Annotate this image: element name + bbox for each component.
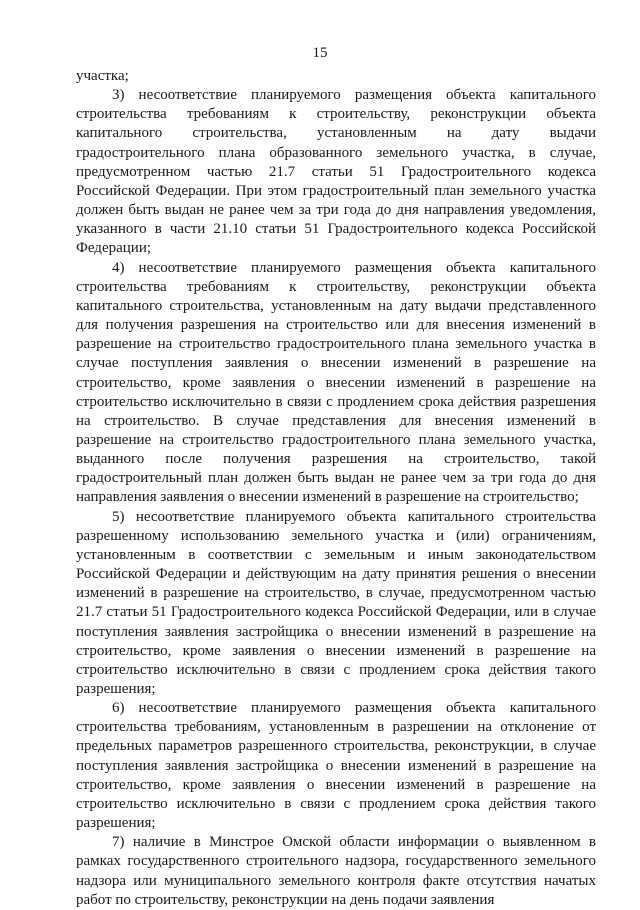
list-item-4: 4) несоответствие планируемого размещения объекта капитального строительства требованиям к строительству, реконструкции объекта капитального строительства, установленным на дату выдачи представленного для получения разрешения на строительство или для внесения изменений в разрешение на строительство градостроительного плана земельного участка в случае поступления заявления о внесении изменений в разрешение на строительство, кроме заявления о внесении изменений в разрешение на строительство исключительно в связи с продлением срока действия разрешения на строительство. В случае представления для внесения изменений в разрешение на строительство градостроительного плана земельного участка, выданного после получения разрешения на строительство, такой градостроительный план должен быть выдан не ранее чем за три года до дня направления заявления о внесении изменений в разрешение на строительство; [76, 259, 596, 506]
list-item-5: 5) несоответствие планируемого объекта капитального строительства разрешенному использованию земельного участка и (или) ограничениям, установленным в соответствии с земельным и иным законодательством Российской Федерации и действующим на дату принятия решения о внесении изменений в разрешение на строительство, в случае, предусмотренном частью 21.7 статьи 51 Градостроительного кодекса Российской Федерации, или в случае поступления заявления застройщика о внесении изменений в разрешение на строительство, кроме заявления о внесении изменений в разрешение на строительство исключительно в связи с продлением срока действия такого разрешения; [76, 508, 596, 697]
page-number: 15 [312, 45, 328, 61]
list-item-3: 3) несоответствие планируемого размещения объекта капитального строительства требованиям к строительству, реконструкции объекта капитального строительства, установленным на дату выдачи градостроительного плана образованного земельного участка, в случае, предусмотренном частью 21.7 статьи 51 Градостроительного кодекса Российской Федерации. При этом градостроительный план земельного участка должен быть выдан не ранее чем за три года до дня направления уведомления, указанного в части 21.10 статьи 51 Градостроительного кодекса Российской Федерации; [76, 87, 596, 257]
list-item-6: 6) несоответствие планируемого размещения объекта капитального строительства требованиям, установленным в разрешении на отклонение от предельных параметров разрешенного строительства, реконструкции, в случае поступления заявления застройщика о внесении изменений в разрешение на строительство, кроме заявления о внесении изменений в разрешение на строительство исключительно в связи с продлением срока действия такого разрешения; [76, 700, 596, 832]
document-body [76, 67, 596, 910]
paragraph-continuation: участка; [76, 68, 129, 84]
list-item-7: 7) наличие в Минстрое Омской области информации о выявленном в рамках государственного строительного надзора, государственного земельного надзора или муниципального земельного контроля факте отсутствия начатых работ по строительству, реконструкции на день подачи заявления [76, 834, 596, 908]
